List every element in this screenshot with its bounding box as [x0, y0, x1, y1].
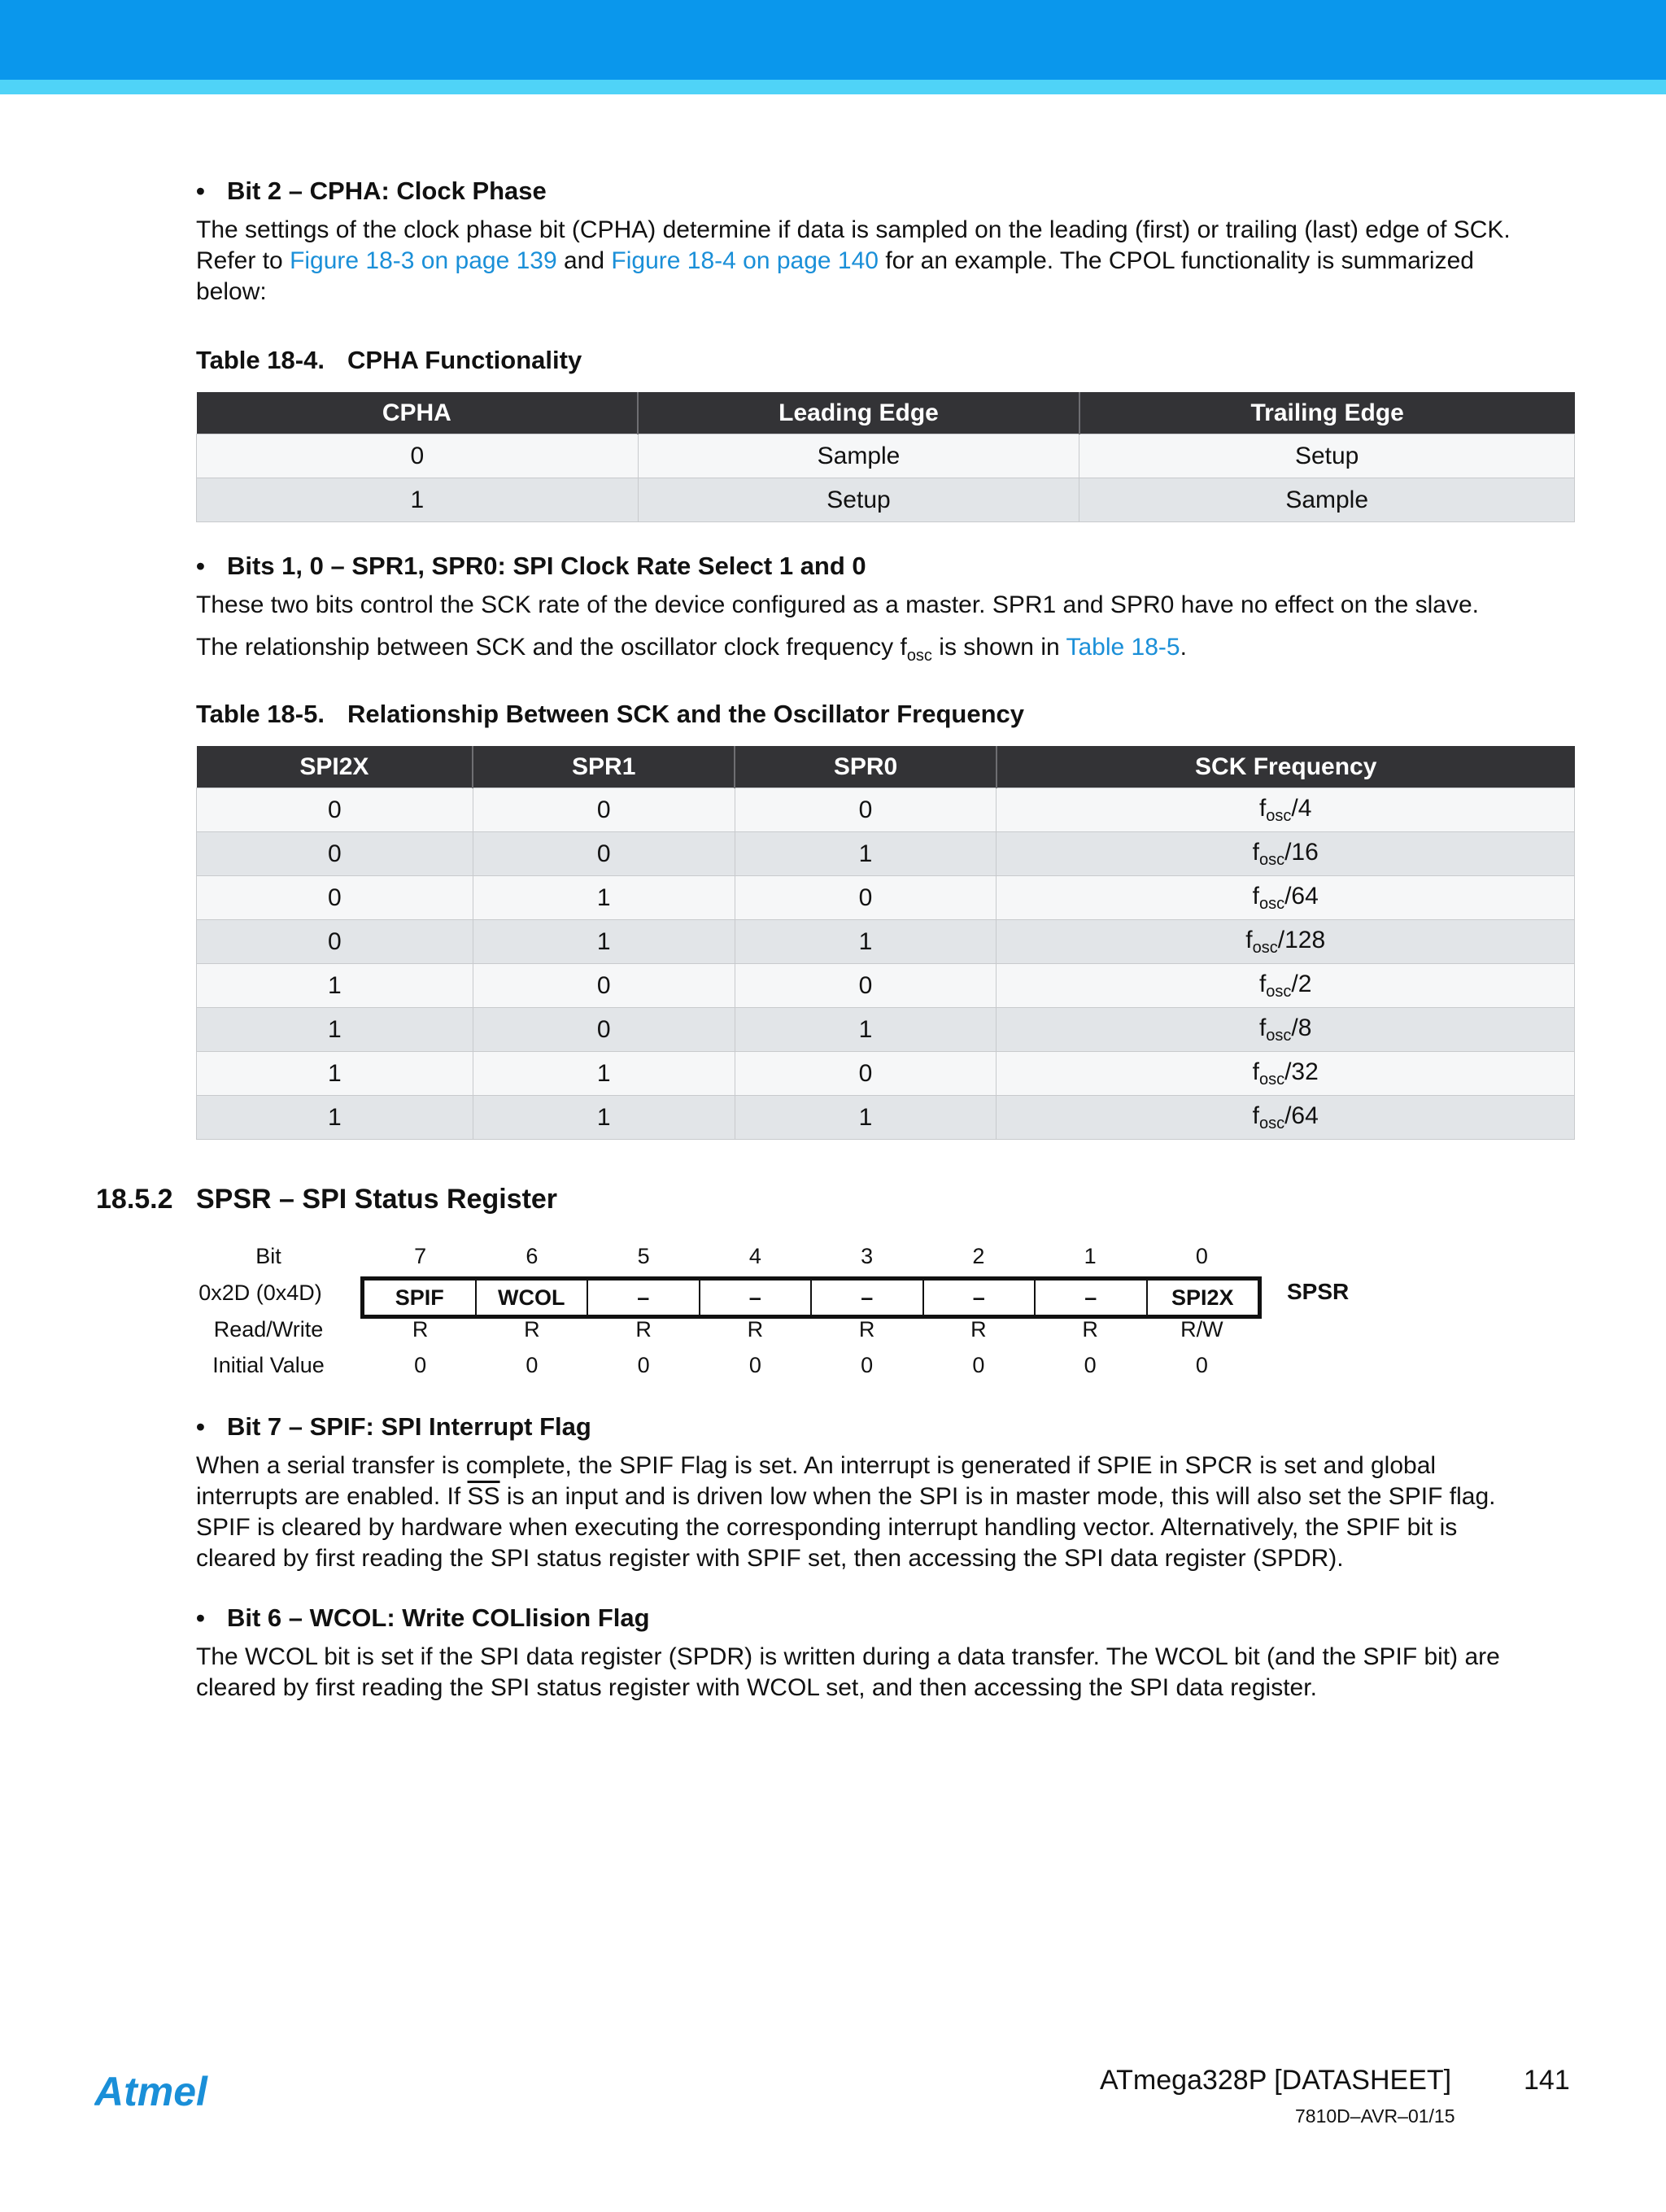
read-write-label: Read/Write: [213, 1317, 324, 1342]
bit2-paragraph: The settings of the clock phase bit (CPHA) determine if data is sampled on the leading (first) or trailing (last) edge of SCK. Refer to Figure 18-3 on page 139 and Figure 18-4 on page 140 for an example. The CPOL functionality is summarized below:: [196, 216, 1511, 305]
footer-title: ATmega328P [DATASHEET]: [1100, 2065, 1452, 2096]
register-bit-cell: –: [1036, 1281, 1148, 1315]
cpha-table: [196, 392, 1575, 522]
table-cell: 0: [473, 1008, 735, 1052]
sck-frequency-cell: $f_{osc}/128$: [997, 920, 1575, 964]
table-cell: 1: [735, 920, 997, 964]
table-cell: 1: [197, 964, 473, 1008]
bullet-icon: •: [196, 1412, 205, 1441]
table-row: [197, 920, 1575, 964]
atmel-logo-text: Atmel: [94, 2071, 207, 2114]
table-cell: 0: [197, 788, 473, 832]
register-bit-cell: –: [924, 1281, 1036, 1315]
bit6-paragraph: The WCOL bit is set if the SPI data register (SPDR) is written during a data transfer. The WCOL bit (and the SPIF bit) are cleared by first reading the SPI status register with WCOL set, and then accessing the SPI data register.: [196, 1643, 1500, 1701]
table-row: 1 Setup Sample: [197, 478, 1575, 522]
bit7-paragraph: When a serial transfer is complete, the SPIF Flag is set. An interrupt is generated if SPIE in SPCR is set and global interrupts are enabled. If $\overline{SS}$ is an input and is driven low when the SPI is in master mode, this will also set the SPIF flag. SPIF is cleared by hardware when executing the corresponding interrupt handling vector. Alternatively, the SPIF bit is cleared by first reading the SPI status register with SPIF set, then accessing the SPI data register (SPDR).: [196, 1452, 1496, 1572]
table-row: [197, 832, 1575, 876]
register-bit-cell: SPI2X: [1171, 1285, 1234, 1310]
table-cell: 0: [735, 876, 997, 920]
table-cell: 1: [473, 920, 735, 964]
table-cell: 1: [735, 1096, 997, 1140]
sck-frequency-cell: $f_{osc}/16$: [997, 832, 1575, 876]
table-cell: 1: [473, 1096, 735, 1140]
table-row: [197, 876, 1575, 920]
table-cell: 0: [735, 788, 997, 832]
table-cell: 1: [197, 1008, 473, 1052]
table-cell: 1: [735, 1008, 997, 1052]
table-18-4-caption: Table 18-4. CPHA Functionality: [196, 346, 582, 374]
read-write-row: R R R R R R R R/W: [412, 1317, 1223, 1342]
table-cell: 0: [473, 788, 735, 832]
ss-signal: $\overline{SS}$: [467, 1483, 500, 1510]
table-header-row: CPHA Leading Edge Trailing Edge: [197, 392, 1575, 434]
table-header-row: SPI2X SPR1 SPR0 SCK Frequency: [197, 746, 1575, 788]
figure-18-4-link[interactable]: Figure 18-4 on page 140: [611, 247, 879, 274]
bullet-icon: •: [196, 177, 205, 205]
bit-label: Bit: [255, 1244, 281, 1268]
table-row: [197, 1008, 1575, 1052]
register-bit-cell: –: [588, 1281, 700, 1315]
register-bit-cell: –: [700, 1281, 813, 1315]
bullet-icon: •: [196, 1603, 205, 1632]
table-cell: 1: [197, 1052, 473, 1096]
header-stripe: [0, 80, 1666, 94]
table-cell: 0: [735, 964, 997, 1008]
sck-frequency-cell: $f_{osc}/64$: [997, 876, 1575, 920]
bit-numbers-row: 7 6 5 4 3 2 1 0: [414, 1244, 1208, 1268]
register-bit-cell: SPIF: [364, 1281, 477, 1315]
register-bit-cell: –: [812, 1281, 924, 1315]
initial-value-label: Initial Value: [212, 1353, 325, 1377]
sck-frequency-cell: $f_{osc}/32$: [997, 1052, 1575, 1096]
table-row: [197, 1052, 1575, 1096]
register-bit-box: [360, 1276, 1262, 1319]
table-cell: 1: [473, 876, 735, 920]
table-row: [197, 1096, 1575, 1140]
table-cell: 1: [197, 1096, 473, 1140]
sck-frequency-cell: $f_{osc}/4$: [997, 788, 1575, 832]
figure-18-3-link[interactable]: Figure 18-3 on page 139: [290, 247, 557, 274]
table-cell: 0: [473, 964, 735, 1008]
bits10-heading: • Bits 1, 0 – SPR1, SPR0: SPI Clock Rate Select 1 and 0: [196, 552, 866, 580]
header-banner: [0, 0, 1666, 80]
section-heading: 18.5.2 SPSR – SPI Status Register: [96, 1184, 558, 1215]
table-cell: 0: [473, 832, 735, 876]
table-18-5-caption: Table 18-5. Relationship Between SCK and the Oscillator Frequency: [196, 700, 1025, 728]
initial-value-row: 0 0 0 0 0 0 0 0: [414, 1353, 1208, 1377]
bit6-heading: • Bit 6 – WCOL: Write COLlision Flag: [196, 1603, 650, 1632]
document-id: 7810D–AVR–01/15: [1295, 2105, 1455, 2127]
sck-frequency-cell: $f_{osc}/8$: [997, 1008, 1575, 1052]
table-cell: 0: [197, 876, 473, 920]
bullet-icon: •: [196, 552, 205, 580]
sck-frequency-cell: $f_{osc}/2$: [997, 964, 1575, 1008]
table-cell: 1: [735, 832, 997, 876]
register-name: SPSR: [1287, 1279, 1350, 1304]
bit2-heading: • Bit 2 – CPHA: Clock Phase: [196, 177, 547, 205]
table-18-5-link[interactable]: Table 18-5: [1066, 634, 1180, 661]
atmel-logo: [94, 2071, 241, 2114]
register-address: 0x2D (0x4D): [198, 1281, 322, 1305]
sck-frequency-cell: $f_{osc}/64$: [997, 1096, 1575, 1140]
page-number: 141: [1524, 2065, 1570, 2096]
table-row: 0 Sample Setup: [197, 434, 1575, 478]
table-cell: 0: [735, 1052, 997, 1096]
table-row: [197, 788, 1575, 832]
register-bit-cell: WCOL: [477, 1281, 589, 1315]
table-cell: 0: [197, 832, 473, 876]
sck-frequency-table: [196, 746, 1575, 1140]
bit7-heading: • Bit 7 – SPIF: SPI Interrupt Flag: [196, 1412, 591, 1441]
bits10-paragraph: These two bits control the SCK rate of the device configured as a master. SPR1 and SPR0 have no effect on the slave. The relationship between SCK and the oscillator clock frequency $f_{osc}$ is shown in Table 18-5.: [196, 591, 1480, 665]
table-cell: 1: [473, 1052, 735, 1096]
table-row: [197, 964, 1575, 1008]
table-cell: 0: [197, 920, 473, 964]
